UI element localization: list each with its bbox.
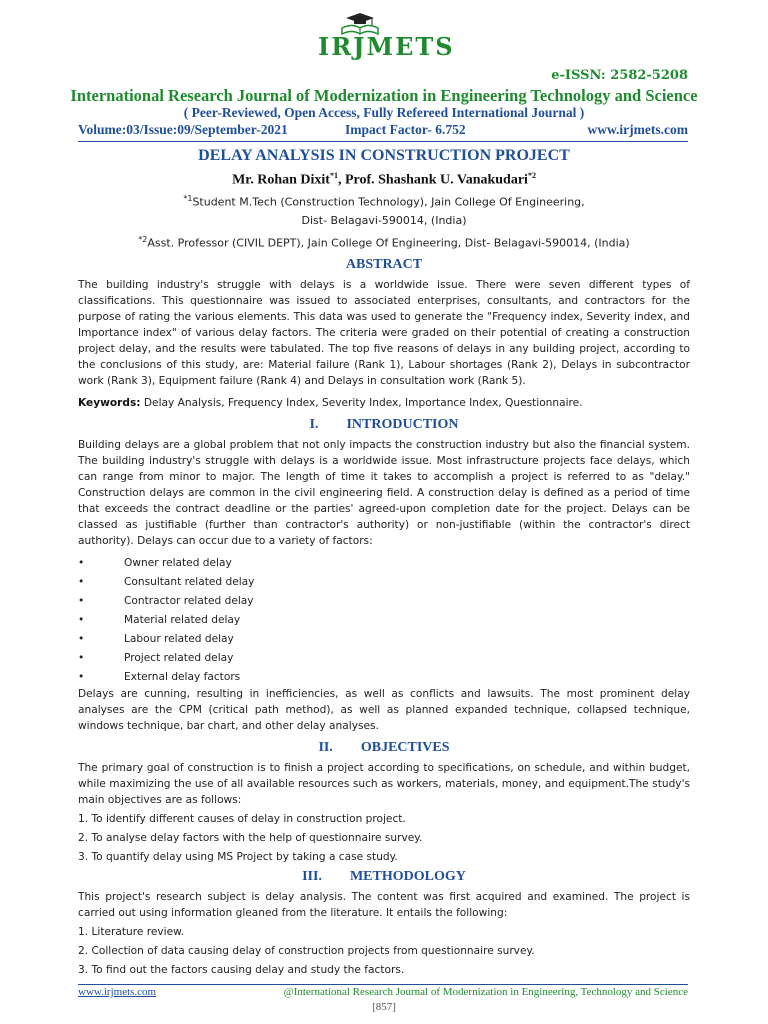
affiliation-1-sup: *1: [183, 194, 193, 203]
keywords: [78, 395, 690, 411]
page-number: [857]: [372, 1001, 396, 1013]
author-separator: ,: [337, 172, 345, 188]
affiliation-1-text: Student M.Tech (Construction Technology), Jain College Of Engineering,: [192, 195, 585, 209]
header-divider: [78, 141, 688, 142]
methodology-number: III.: [302, 869, 322, 884]
list-item-text: External delay factors: [124, 671, 241, 683]
list-item: 3. To quantify delay using MS Project by taking a case study.: [78, 851, 398, 863]
methodology-list: [78, 923, 690, 980]
list-item-text: Consultant related delay: [124, 576, 255, 588]
bullet-icon: •: [78, 614, 85, 626]
objectives-title: OBJECTIVES: [360, 740, 450, 755]
author-1: Mr. Rohan Dixit: [232, 172, 330, 188]
header-website[interactable]: www.irjmets.com: [587, 122, 688, 137]
list-item: [78, 592, 690, 611]
footer-website-link[interactable]: www.irjmets.com: [78, 986, 157, 998]
list-item-text: Labour related delay: [124, 633, 234, 645]
bullet-icon: •: [78, 595, 85, 607]
introduction-heading: [0, 417, 768, 433]
abstract-heading: ABSTRACT: [345, 257, 423, 272]
list-item-text: Project related delay: [124, 652, 234, 664]
list-item: 1. Literature review.: [78, 926, 185, 938]
introduction-number: I.: [309, 417, 319, 432]
keywords-list: Delay Analysis, Frequency Index, Severity Index, Importance Index, Questionnaire.: [140, 397, 583, 409]
list-item: [78, 554, 690, 573]
bullet-icon: •: [78, 576, 85, 588]
introduction-title: INTRODUCTION: [346, 417, 459, 432]
affiliation-2: [0, 235, 768, 250]
paper-title: DELAY ANALYSIS IN CONSTRUCTION PROJECT: [198, 147, 570, 164]
introduction-text-2: Delays are cunning, resulting in inefficiencies, as well as conflicts and lawsuits. The most prominent delay analyses are the CPM (critical path method), as well as planned expanded technique, collapsed technique, windows technique, bar chart, and other delay analyses.: [78, 688, 690, 732]
author-1-sup: *1: [329, 171, 338, 180]
list-item: 2. To analyse delay factors with the help of questionnaire survey.: [78, 832, 423, 844]
volume-row: [78, 122, 688, 140]
methodology-text: This project's research subject is delay analysis. The content was first acquired and examined. The project is carried out using information gleaned from the literature. It entails the following:: [78, 891, 690, 919]
logo-wordmark: IRJMETS: [318, 32, 455, 61]
journal-logo: [300, 12, 470, 62]
list-item-text: Material related delay: [124, 614, 241, 626]
list-item-text: Contractor related delay: [124, 595, 254, 607]
objectives-text: The primary goal of construction is to finish a project according to specifications, on schedule, and within budget, while maximizing the use of all available resources such as workers, materials, money, and equipment.The study's main objectives are as follows:: [78, 762, 690, 806]
methodology-title: METHODOLOGY: [349, 869, 466, 884]
abstract-body: The building industry's struggle with delays is a worldwide issue. There were seven different types of classifications. This questionnaire was issued to associated enterprises, consultants, and contractors for the purpose of rating the various elements. This data was used to generate the "Frequency index, Severity index, and Importance index" of various delay factors. The criteria were graded on their potential of creating a construction project delay, and the results were tabulated. The top five reasons of delays in any building project, according to the conclusions of this study, are: Material failure (Rank 1), Labour shortages (Rank 2), Delays in subcontractor work (Rank 3), Equipment failure (Rank 4) and Delays in consultation work (Rank 5).: [78, 279, 690, 387]
volume-info: Volume:03/Issue:09/September-2021: [78, 122, 288, 137]
footer-divider: [78, 984, 688, 985]
affiliation-1-line-1: [0, 194, 768, 209]
affiliation-2-sup: *2: [138, 235, 148, 244]
abstract-text: [78, 277, 690, 389]
footer-copyright: @International Research Journal of Modernization in Engineering, Technology and Science: [283, 986, 688, 998]
delay-factor-list: [78, 554, 690, 687]
methodology-heading: [0, 869, 768, 885]
affiliation-1-line-2: Dist- Belagavi-590014, (India): [301, 214, 467, 227]
list-item: 3. To find out the factors causing delay and study the factors.: [78, 964, 405, 976]
keywords-label: Keywords:: [78, 397, 141, 409]
introduction-text: Building delays are a global problem that not only impacts the construction industry but also the financial system. The building industry's struggle with delays is a worldwide issue. Most infrastructure projects face delays, which can range from minor to major. The length of time it takes to accomplish a project is referred to as "delay." Construction delays are common in the civil engineering field. A construction delay is defined as a period of time that exceeds the contract deadline or the parties' agreed-upon completion date for the project. Delays can be classed as justifiable (further than contractor's authority) or non-justifiable (within the contractor's direct authority). Delays can occur due to a variety of factors:: [78, 439, 690, 547]
list-item: [78, 573, 690, 592]
list-item: 1. To identify different causes of delay in construction project.: [78, 813, 406, 825]
author-2-sup: *2: [527, 171, 536, 180]
affiliation-2-text: Asst. Professor (CIVIL DEPT), Jain College Of Engineering, Dist- Belagavi-590014, (India): [147, 236, 630, 250]
list-item: [78, 630, 690, 649]
list-item-text: Owner related delay: [124, 557, 232, 569]
objectives-list: [78, 810, 690, 867]
author-2: Prof. Shashank U. Vanakudari: [344, 172, 528, 188]
objectives-heading: [0, 740, 768, 756]
journal-subtitle: ( Peer-Reviewed, Open Access, Fully Refereed International Journal ): [183, 105, 585, 120]
impact-factor: Impact Factor- 6.752: [345, 122, 466, 137]
journal-name: International Research Journal of Modernization in Engineering Technology and Science: [70, 86, 698, 105]
list-item: [78, 649, 690, 668]
objectives-number: II.: [318, 740, 333, 755]
issn: e-ISSN: 2582-5208: [551, 68, 688, 83]
authors: [0, 171, 768, 189]
bullet-icon: •: [78, 633, 85, 645]
bullet-icon: •: [78, 671, 85, 683]
bullet-icon: •: [78, 557, 85, 569]
bullet-icon: •: [78, 652, 85, 664]
list-item: [78, 611, 690, 630]
list-item: 2. Collection of data causing delay of construction projects from questionnaire survey.: [78, 945, 535, 957]
list-item: [78, 668, 690, 687]
